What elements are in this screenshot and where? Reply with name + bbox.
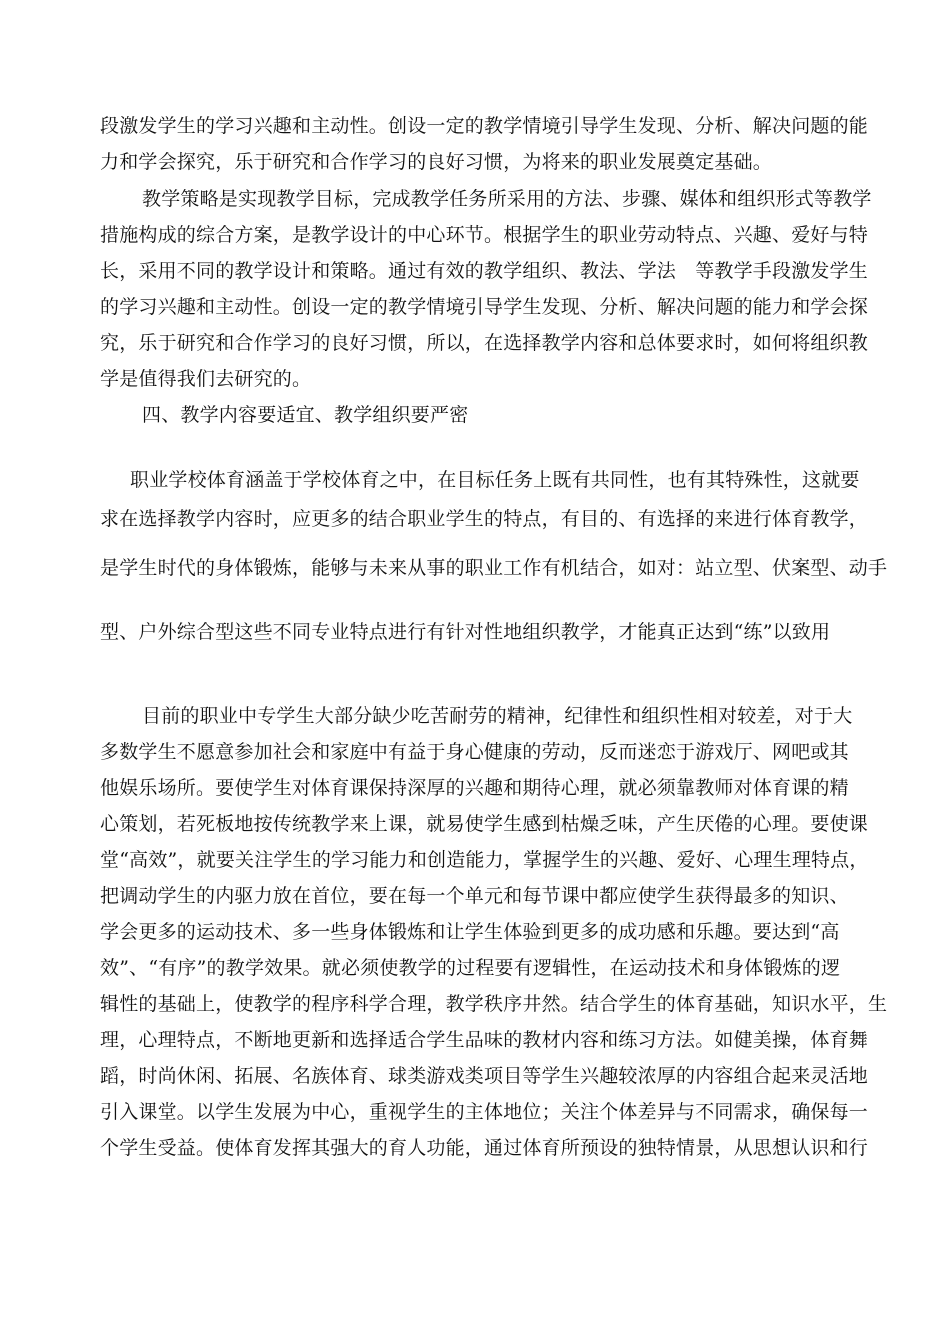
paragraph-line: 职业学校体育涵盖于学校体育之中，在目标任务上既有共同性，也有其特殊性，这就要 [130, 469, 860, 491]
paragraph-line: 引入课堂。以学生发展为中心，重视学生的主体地位；关注个体差异与不同需求，确保每一 [100, 1101, 869, 1123]
paragraph-line: 教学策略是实现教学目标，完成教学任务所采用的方法、步骤、媒体和组织形式等教学 [142, 188, 872, 210]
paragraph-line: 学是值得我们去研究的。 [100, 368, 312, 390]
paragraph-line: 个学生受益。使体育发挥其强大的育人功能，通过体育所预设的独特情景，从思想认识和行 [100, 1137, 869, 1159]
paragraph-line: 是学生时代的身体锻炼，能够与未来从事的职业工作有机结合，如对：站立型、伏案型、动手 [100, 557, 888, 579]
paragraph-line: 目前的职业中专学生大部分缺少吃苦耐劳的精神，纪律性和组织性相对较差，对于大 [142, 705, 853, 727]
paragraph-line: 把调动学生的内驱力放在首位，要在每一个单元和每节课中都应使学生获得最多的知识、 [100, 885, 849, 907]
paragraph-line: 心策划，若死板地按传统教学来上课，就易使学生感到枯燥乏味，产生厌倦的心理。要使课 [100, 813, 869, 835]
paragraph-line: 的学习兴趣和主动性。创设一定的教学情境引导学生发现、分析、解决问题的能力和学会探 [100, 296, 869, 318]
paragraph-line: 多数学生不愿意参加社会和家庭中有益于身心健康的劳动，反而迷恋于游戏厅、网吧或其 [100, 741, 849, 763]
paragraph-line: 学会更多的运动技术、多一些身体锻炼和让学生体验到更多的成功感和乐趣。要达到“高 [100, 921, 840, 943]
paragraph-line: 究，乐于研究和合作学习的良好习惯，所以，在选择教学内容和总体要求时，如何将组织教 [100, 332, 869, 354]
paragraph-line: 辑性的基础上，使教学的程序科学合理，教学秩序井然。结合学生的体育基础，知识水平，生 [100, 993, 888, 1015]
paragraph-line: 长，采用不同的教学设计和策略。通过有效的教学组织、教法、学法 等教学手段激发学生 [100, 260, 869, 282]
paragraph-line: 型、户外综合型这些不同专业特点进行有针对性地组织教学，才能真正达到“练”以致用 [100, 621, 831, 643]
paragraph-line: 堂“高效”，就要关注学生的学习能力和创造能力，掌握学生的兴趣、爱好、心理生理特点， [100, 849, 869, 871]
paragraph-line: 蹈，时尚休闲、拓展、名族体育、球类游戏类项目等学生兴趣较浓厚的内容组合起来灵活地 [100, 1065, 869, 1087]
section-heading: 四、教学内容要适宜、教学组织要严密 [142, 404, 469, 426]
paragraph-line: 他娱乐场所。要使学生对体育课保持深厚的兴趣和期待心理，就必须靠教师对体育课的精 [100, 777, 849, 799]
paragraph-line: 段激发学生的学习兴趣和主动性。创设一定的教学情境引导学生发现、分析、解决问题的能 [100, 115, 869, 137]
paragraph-line: 理，心理特点，不断地更新和选择适合学生品味的教材内容和练习方法。如健美操，体育舞 [100, 1029, 869, 1051]
paragraph-line: 求在选择教学内容时，应更多的结合职业学生的特点，有目的、有选择的来进行体育教学， [100, 508, 869, 530]
paragraph-line: 效”、“有序”的教学效果。就必须使教学的过程要有逻辑性，在运动技术和身体锻炼的逻 [100, 957, 841, 979]
paragraph-line: 措施构成的综合方案，是教学设计的中心环节。根据学生的职业劳动特点、兴趣、爱好与特 [100, 224, 869, 246]
paragraph-line: 力和学会探究，乐于研究和合作学习的良好习惯，为将来的职业发展奠定基础。 [100, 151, 773, 173]
